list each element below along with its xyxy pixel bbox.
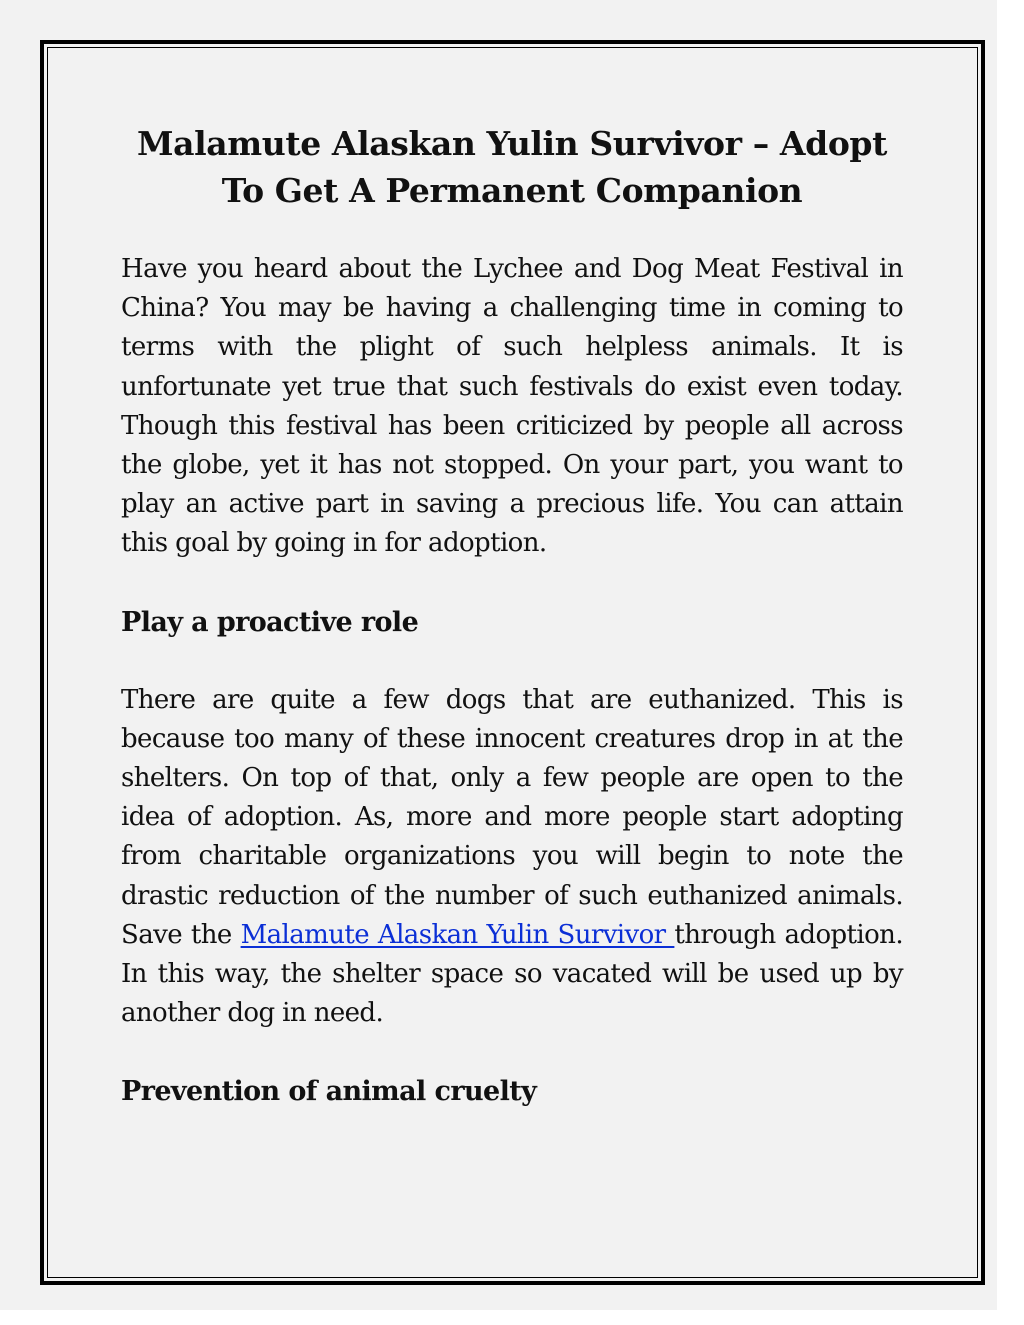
section-1-paragraph [121, 681, 903, 1034]
document-content [121, 120, 903, 1111]
intro-paragraph: Have you heard about the Lychee and Dog Meat Festival in China? You may be having a challenging time in coming to terms with the plight of such helpless animals. It is unfortunate yet true that such festivals do exist even today. Though this festival has been criticized by people all across the globe, yet it has not stopped. On your part, you want to play an active part in saving a precious life. You can attain this goal by going in for adoption. [121, 254, 903, 559]
paragraph-text-after-link: through adoption. In this way, the shelter space so vacated will be used up by another dog in need. [121, 919, 903, 1029]
section-heading-play-proactive-role: Play a proactive role [121, 606, 419, 638]
malamute-survivor-link[interactable]: Malamute Alaskan Yulin Survivor [240, 919, 675, 950]
document-title: Malamute Alaskan Yulin Survivor – Adopt To Get A Permanent Companion [137, 124, 887, 210]
paragraph-text-before-link: There are quite a few dogs that are euthanized. This is because too many of these innocent creatures drop in at the shelters. On top of that, only a few people are open to the idea of adoption. As, more and more people start adopting from charitable organizations you will begin to note the drastic reduction of the number of such euthanized animals. Save the [121, 684, 903, 950]
section-heading-prevention-animal-cruelty: Prevention of animal cruelty [121, 1076, 537, 1108]
